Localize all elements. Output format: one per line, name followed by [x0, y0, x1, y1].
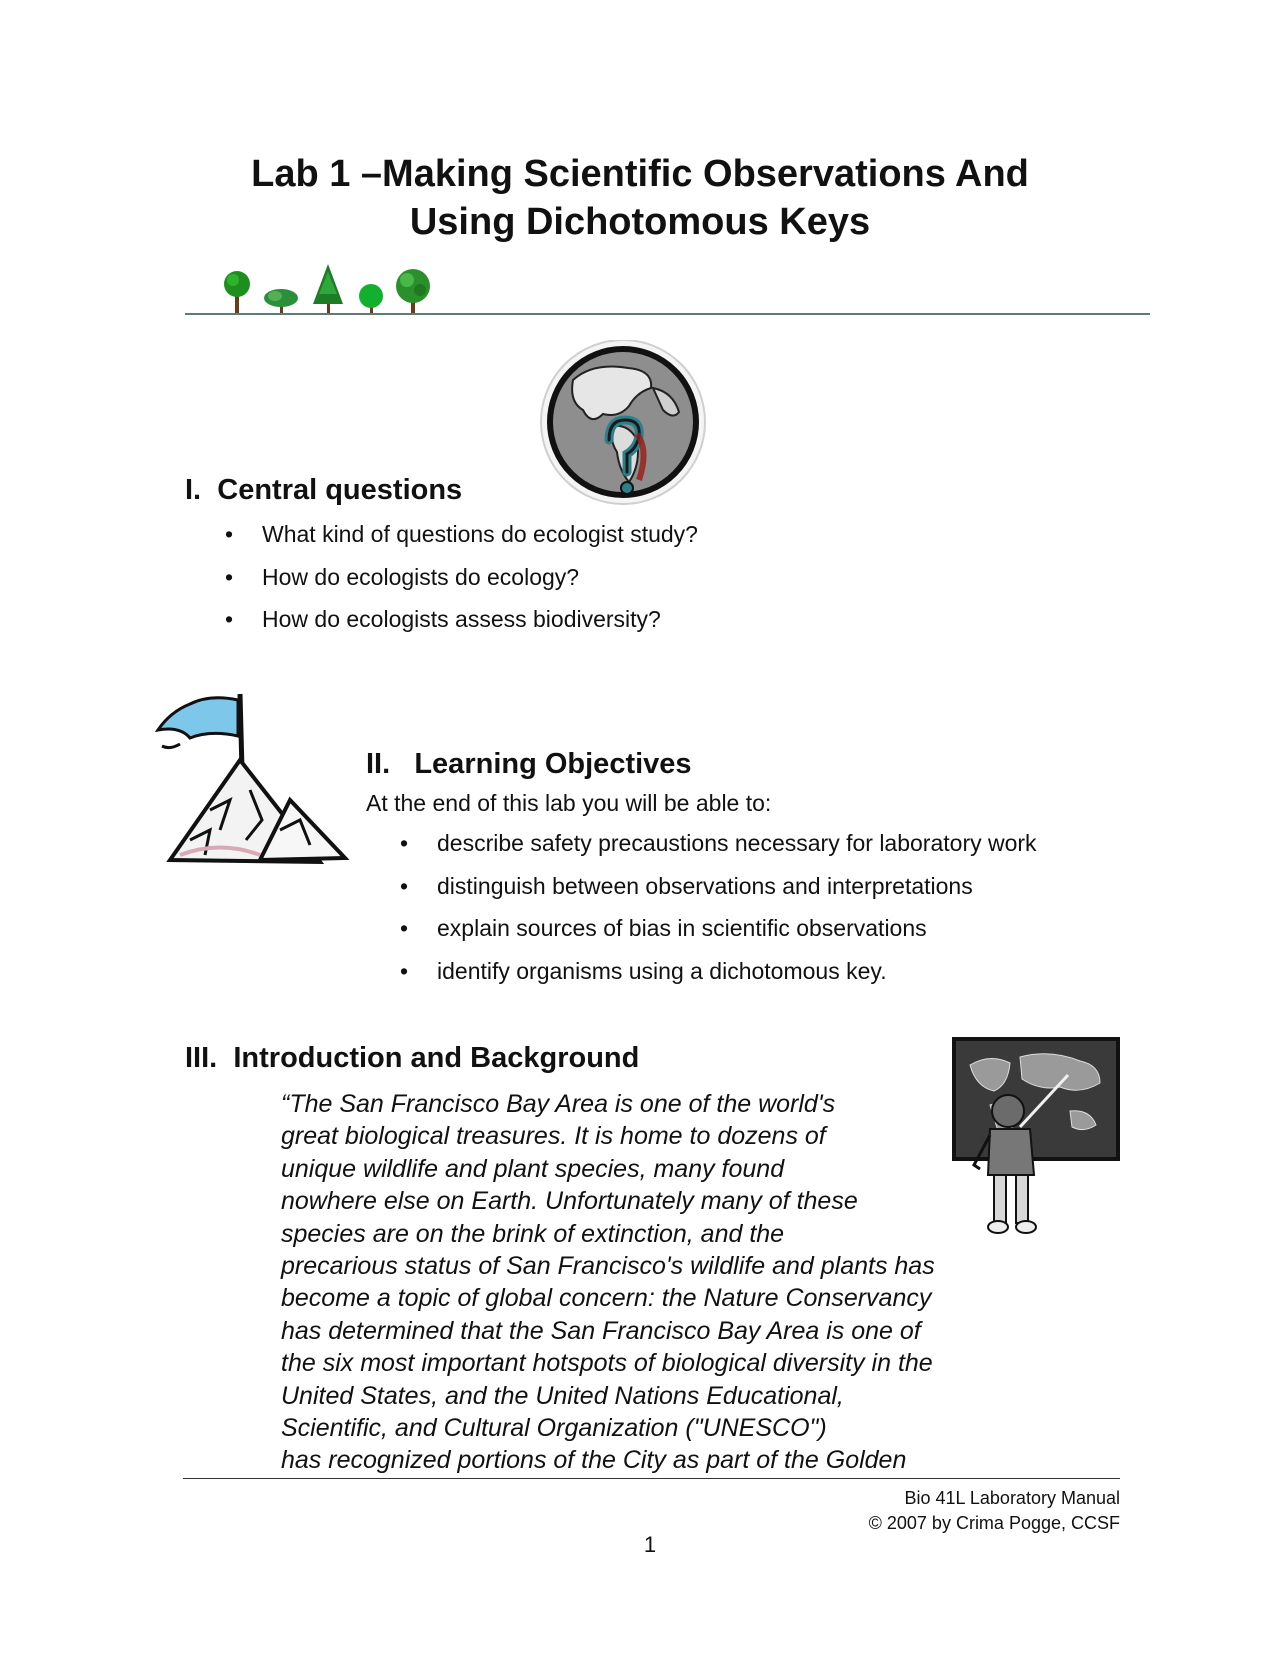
list-item: • What kind of questions do ecologist study?	[225, 521, 698, 547]
section-1-heading: I. Central questions	[185, 474, 463, 506]
page-number: 1	[643, 1532, 657, 1557]
quote-line: has recognized portions of the City as part of the Golden	[281, 1446, 907, 1475]
quote-line: species are on the brink of extinction, and the	[281, 1219, 785, 1248]
section-3-heading: III. Introduction and Background	[185, 1042, 640, 1074]
footer-copyright: © 2007 by Crima Pogge, CCSF	[868, 1513, 1120, 1533]
section-2-heading: II. Learning Objectives	[366, 748, 692, 780]
quote-line: Scientific, and Cultural Organization ("UNESCO")	[281, 1414, 827, 1443]
list-item: • distinguish between observations and interpretations	[400, 872, 973, 899]
globe-question-icon	[533, 340, 713, 520]
quote-line: nowhere else on Earth. Unfortunately many of these	[281, 1187, 858, 1216]
quote-line: great biological treasures. It is home to dozens of	[281, 1122, 826, 1151]
mountain-flag-icon	[150, 690, 350, 880]
central-questions-list	[225, 519, 962, 647]
list-item: • explain sources of bias in scientific observations	[400, 915, 927, 941]
quote-line: has determined that the San Francisco Bay Area is one of	[281, 1316, 921, 1345]
quote-line: become a topic of global concern: the Nature Conservancy	[281, 1284, 932, 1313]
list-item: • How do ecologists do ecology?	[225, 563, 580, 590]
title-line-2: Using Dichotomous Keys	[409, 201, 871, 243]
footer	[869, 1486, 1120, 1536]
background-quote	[281, 1088, 1021, 1477]
list-item: • identify organisms using a dichotomous key.	[400, 957, 887, 984]
trees-icon	[215, 262, 455, 317]
quote-line: the six most important hotspots of biological diversity in the	[281, 1349, 933, 1378]
objectives-intro: At the end of this lab you will be able to:	[366, 790, 772, 816]
footer-manual: Bio 41L Laboratory Manual	[904, 1488, 1120, 1508]
title-line-1: Lab 1 –Making Scientific Observations And	[251, 153, 1029, 195]
quote-line: “The San Francisco Bay Area is one of the world's	[281, 1090, 836, 1118]
page-title	[0, 150, 1280, 246]
quote-line: precarious status of San Francisco's wildlife and plants has	[281, 1252, 935, 1281]
list-item: • describe safety precaustions necessary for laboratory work	[400, 830, 1037, 856]
footer-divider	[183, 1478, 1120, 1479]
title-divider	[185, 313, 1150, 315]
learning-objectives-list	[400, 828, 1137, 998]
quote-line: United States, and the United Nations Educational,	[281, 1381, 844, 1410]
quote-line: unique wildlife and plant species, many found	[281, 1154, 785, 1183]
list-item: • How do ecologists assess biodiversity?	[225, 606, 661, 632]
